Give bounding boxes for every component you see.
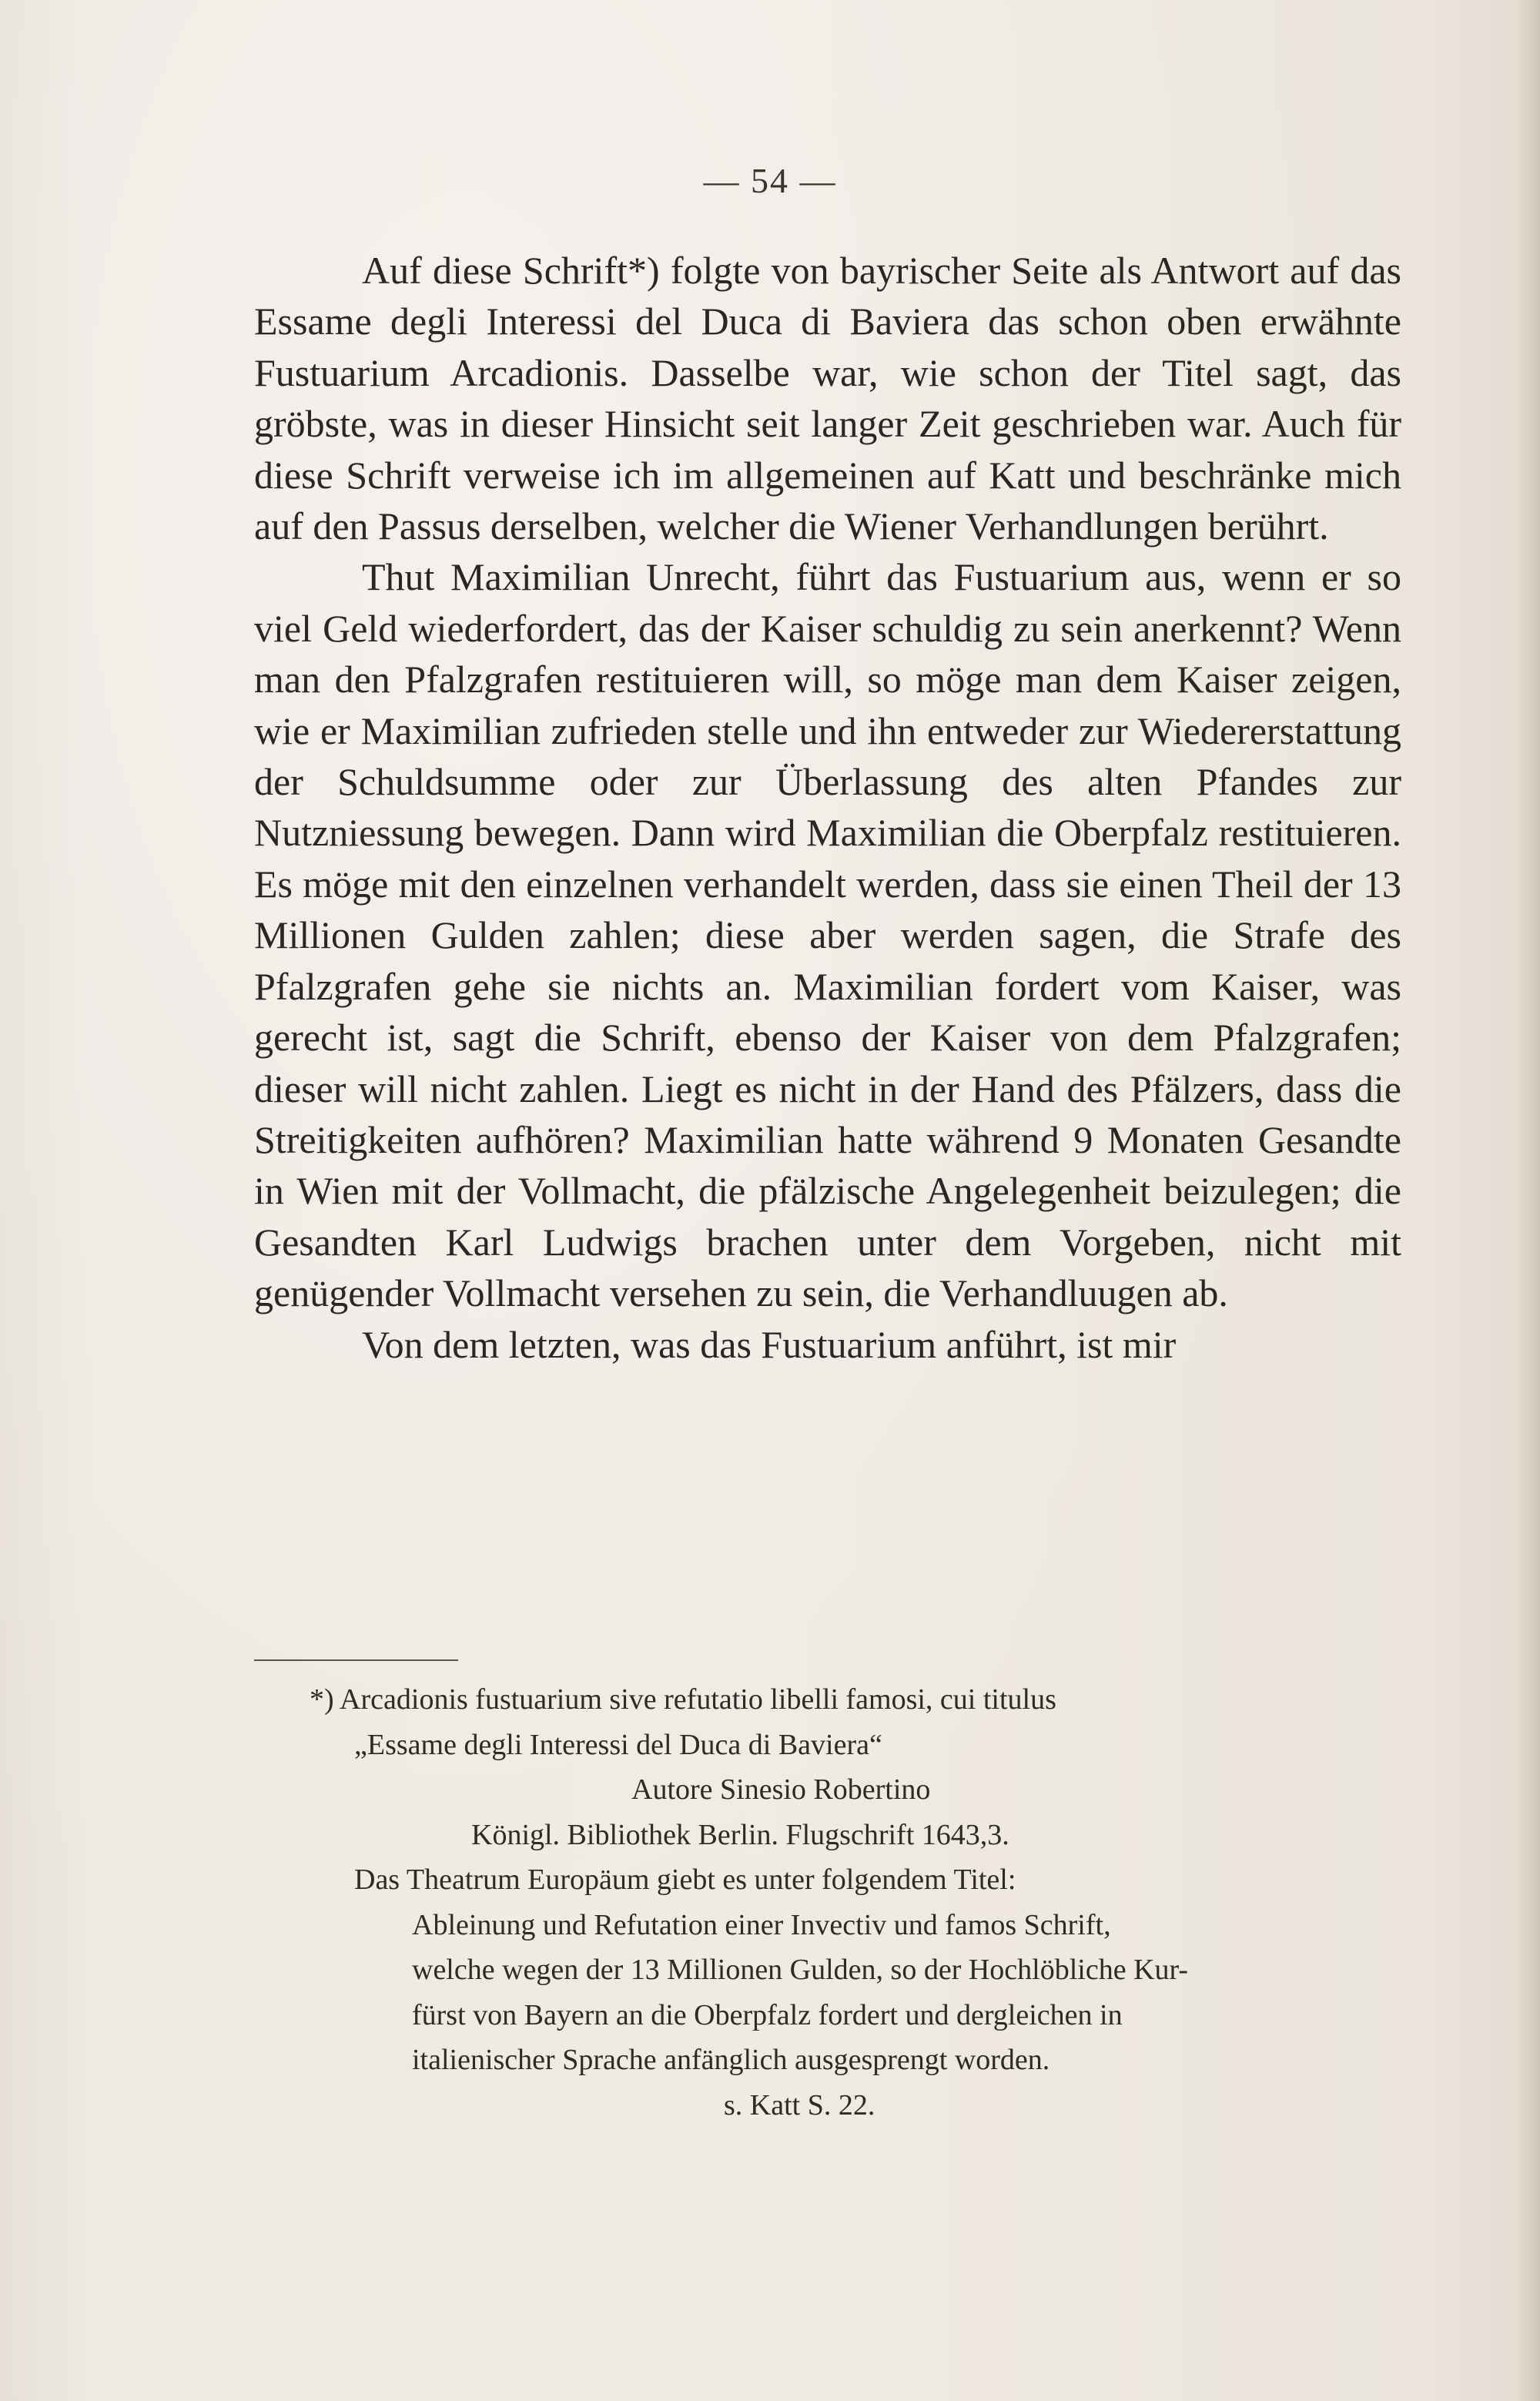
page-number: — 54 — — [703, 161, 837, 200]
paragraph-1: Auf diese Schrift*) folgte von bayrischer Seite als Antwort auf das Essame degli Interessi del Duca di Baviera das schon oben erwähnte Fustuarium Arcadionis. Dasselbe war, wie schon der Titel sagt, das gröbste, was in dieser Hinsicht seit langer Zeit geschrieben war. Auch für diese Schrift verweise ich im allgemeinen auf Katt und beschränke mich auf den Passus derselben, welcher die Wiener Verhandlungen berührt. — [254, 249, 1401, 548]
footnote-line-3: Autore Sinesio Robertino — [631, 1773, 931, 1806]
footnote-line-7: welche wegen der 13 Millionen Gulden, so der Hochlöbliche Kur- — [412, 1954, 1189, 1986]
footnote-line-2: „Essame degli Interessi del Duca di Baviera“ — [354, 1728, 882, 1761]
body-text — [254, 245, 1401, 1370]
footnote-line-8: fürst von Bayern an die Oberpfalz fordert und dergleichen in — [412, 1998, 1123, 2031]
page-edge-shadow — [1517, 0, 1540, 2401]
footnote-line-9: italienischer Sprache anfänglich ausgesprengt worden. — [412, 2044, 1050, 2076]
paragraph-3: Von dem letzten, was das Fustuarium anführt, ist mir — [362, 1322, 1177, 1366]
paragraph-2: Thut Maximilian Unrecht, führt das Fustuarium aus, wenn er so viel Geld wiederfordert, das der Kaiser schuldig zu sein anerkennt? Wenn man den Pfalzgrafen restituieren will, so möge man dem Kaiser zeigen, wie er Maximilian zufrieden stelle und ihn entweder zur Wiedererstattung der Schuldsumme oder zur Überlassung des alten Pfandes zur Nutzniessung bewegen. Dann wird Maximilian die Oberpfalz restituieren. Es möge mit den einzelnen verhandelt werden, dass sie einen Theil der 13 Millionen Gulden zahlen; diese aber werden sagen, die Strafe des Pfalzgrafen gehe sie nichts an. Maximilian fordert vom Kaiser, was gerecht ist, sagt die Schrift, ebenso der Kaiser von dem Pfalzgrafen; dieser will nicht zahlen. Liegt es nicht in der Hand des Pfälzers, dass die Streitigkeiten aufhören? Maximilian hatte während 9 Monaten Gesandte in Wien mit der Vollmacht, die pfälzische Angelegenheit beizulegen; die Gesandten Karl Ludwigs brachen unter dem Vorgeben, nicht mit genügender Vollmacht versehen zu sein, die Verhandluugen ab. — [254, 555, 1401, 1315]
footnote-line-1: *) Arcadionis fustuarium sive refutatio libelli famosi, cui titulus — [310, 1683, 1056, 1716]
footnote-line-10: s. Katt S. 22. — [724, 2088, 875, 2121]
footnote-line-4: Königl. Bibliothek Berlin. Flugschrift 1643,3. — [471, 1818, 1009, 1851]
footnote-separator — [254, 1659, 458, 1661]
footnote — [254, 1677, 1401, 2128]
footnote-line-6: Ableinung und Refutation einer Invectiv und famos Schrift, — [412, 1908, 1111, 1941]
footnote-line-5: Das Theatrum Europäum giebt es unter folgendem Titel: — [354, 1864, 1016, 1896]
